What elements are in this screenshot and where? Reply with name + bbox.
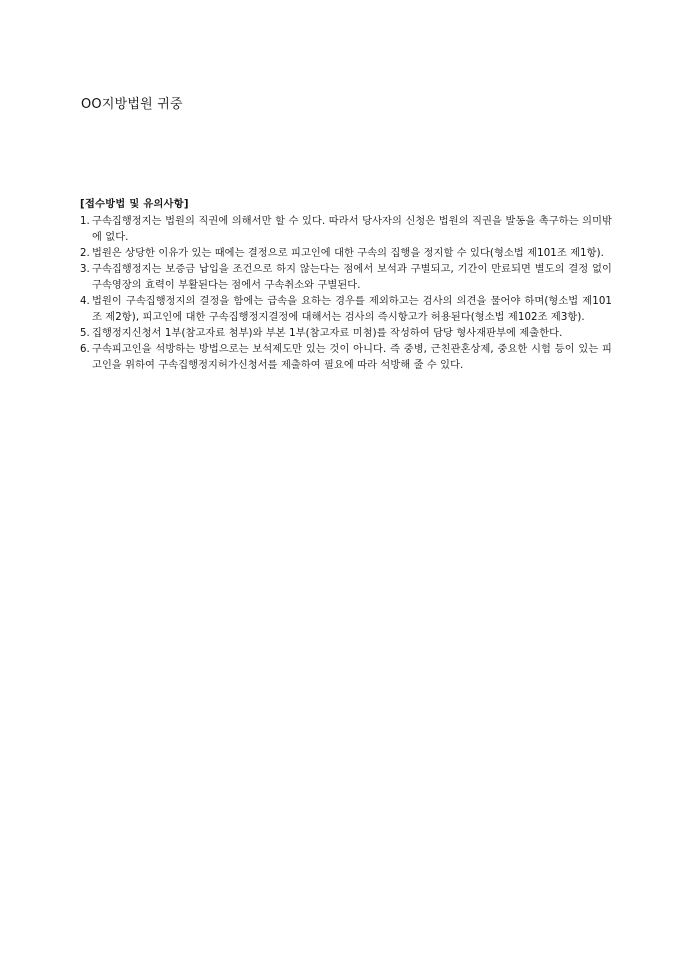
item-number: 4. [80, 296, 90, 307]
notice-section [80, 197, 612, 374]
item-text: 구속집행정지는 법원의 직권에 의해서만 할 수 있다. 따라서 당사자의 신청은 법원의 직권을 발동을 촉구하는 의미밖에 없다. [92, 216, 612, 243]
item-text: 구속피고인을 석방하는 방법으로는 보석제도만 있는 것이 아니다. 즉 중병, 근친관혼상제, 중요한 시험 등이 있는 피고인을 위하여 구속집행정지허가신청서를 제출하여 필요에 따라 석방해 줄 수 있다. [92, 344, 612, 371]
notice-item [80, 326, 612, 342]
item-number: 5. [80, 328, 90, 339]
court-addressee: OO지방법원 귀중 [81, 97, 183, 112]
notice-item [80, 214, 612, 246]
notice-item [80, 262, 612, 294]
item-number: 6. [80, 344, 90, 355]
item-text: 집행정지신청서 1부(참고자료 첨부)와 부본 1부(참고자료 미첨)를 작성하여 담당 형사재판부에 제출한다. [92, 328, 563, 339]
notice-item [80, 294, 612, 326]
notice-heading: [접수방법 및 유의사항] [80, 199, 189, 210]
item-text: 구속집행정지는 보증금 납입을 조건으로 하지 않는다는 점에서 보석과 구별되고, 기간이 만료되면 별도의 결정 없이 구속영장의 효력이 부활된다는 점에서 구속취소와 구별된다. [92, 264, 612, 291]
notice-item [80, 246, 612, 262]
item-number: 2. [80, 248, 90, 259]
item-number: 3. [80, 264, 90, 275]
item-text: 법원이 구속집행정지의 결정을 함에는 급속을 요하는 경우를 제외하고는 검사의 의견을 물어야 하며(형소법 제101조 제2항), 피고인에 대한 구속집행정지결정에 대해서는 검사의 즉시항고가 허용된다(형소법 제102조 제3항). [92, 296, 612, 323]
item-number: 1. [80, 216, 90, 227]
notice-item [80, 342, 612, 374]
item-text: 법원은 상당한 이유가 있는 때에는 결정으로 피고인에 대한 구속의 집행을 정지할 수 있다(형소법 제101조 제1항). [92, 248, 605, 259]
